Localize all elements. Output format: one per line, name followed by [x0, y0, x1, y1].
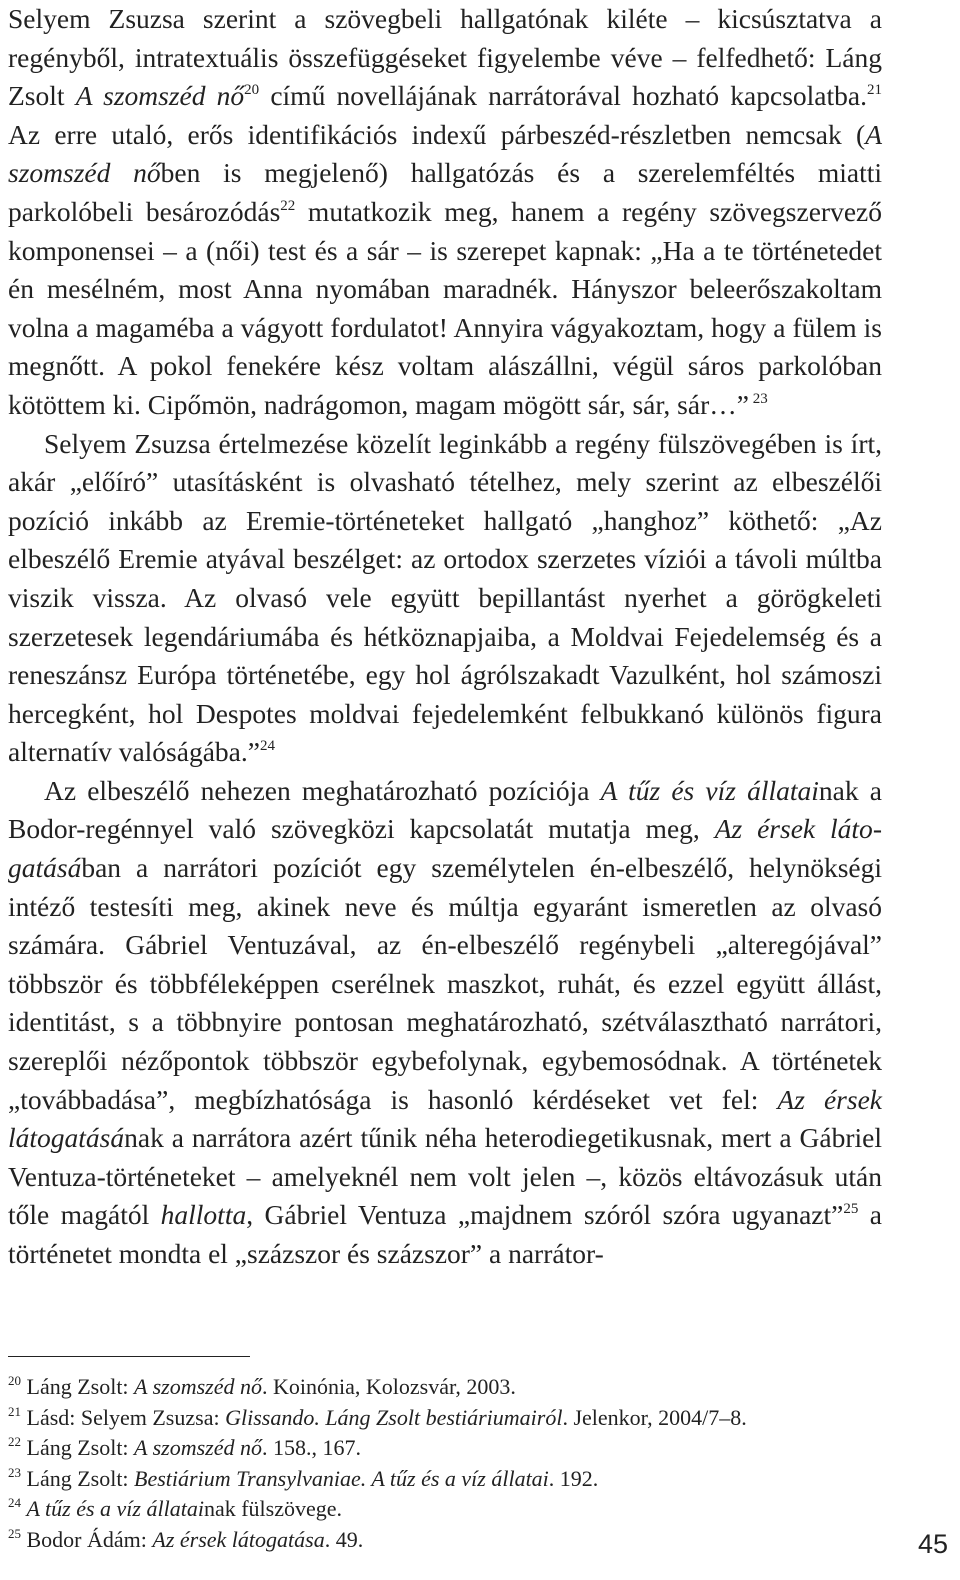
- footnote-ref: 20: [244, 82, 260, 99]
- citation-text: Láng Zsolt:: [26, 1435, 135, 1461]
- paragraph: [8, 425, 882, 772]
- footnote-number: 25: [8, 1525, 21, 1541]
- footnote-number: 23: [8, 1464, 21, 1480]
- citation-text: . 192.: [548, 1465, 599, 1491]
- footnote-ref: 24: [259, 738, 275, 755]
- text-run: Selyem Zsuzsa értelmezése közelít leginkább a regény fülszövegében is írt, akár „előíró” utasításként is olvasható tételhez, mely szerint az elbeszélői pozíció inkább az Eremie-történeteket hallgató „hanghoz” köthető: „Az elbeszélő Eremie atyával beszélget: az ortodox szerzetes víziói a távoli múltba viszik vissza. Az olvasó vele együtt bepillantást nyerhet a görögkeleti szerzetesek legendáriumába és hétköznapjaiba, a Moldvai Fejedelemség és a reneszánsz Európa történetébe, egy hol ágrólszakadt Vazulként, hol számoszi hercegként, hol Despotes moldvai fejedelemként felbukkanó különös figura alternatív valóságába.”: [8, 427, 882, 768]
- citation-text: . 158., 167.: [262, 1435, 361, 1461]
- text-run: című novellájának narrátorával hozható kapcsolatba.: [259, 80, 867, 112]
- text-run: nak a Bodor-regénnyel való szövegközi kapcsolatát mutatja meg,: [8, 774, 882, 845]
- footnote: [8, 1464, 882, 1495]
- footnote-number: 24: [8, 1495, 21, 1511]
- text-run: ben is megjelenő) hallgatózás és a szerelemféltés miatti parkolóbeli besározódás: [8, 157, 882, 227]
- citation-text: nak fülszövege.: [203, 1496, 342, 1522]
- citation-title: Bestiárium Transylvaniae. A tűz és a víz állatai: [134, 1465, 549, 1491]
- text-run: nak a narrátora azért tűnik néha heterodiegetikusnak, mert a Gábriel Ventuza-történeteket – amelyeknél nem volt jelen –, közös eltávozásuk után tőle magától: [8, 1122, 882, 1231]
- footnote-separator: [8, 1356, 250, 1357]
- text-run: Selyem Zsuzsa szerint a szövegbeli hallgatónak kiléte – kicsúsztatva a regényből, intratextuális összefüggéseket figyelembe véve – felfedhető: Láng Zsolt: [8, 3, 882, 112]
- italic-text: Az érsek látogatásá: [8, 1083, 882, 1154]
- body-text: [8, 0, 882, 1274]
- paragraph: [8, 0, 882, 425]
- footnote-ref: 22: [280, 197, 296, 214]
- italic-text: hallotta: [160, 1199, 247, 1231]
- citation-title: A szomszéd nő: [134, 1435, 262, 1461]
- text-run: Az erre utaló, erős identifikációs indexű párbeszéd-részletben nemcsak (: [8, 118, 866, 150]
- citation-text: Láng Zsolt:: [26, 1465, 135, 1491]
- text-run: , Gábriel Ventuza „majdnem szóról szóra ugyanazt”: [246, 1199, 844, 1231]
- text-run: Az elbeszélő nehezen meghatározható pozíciója: [44, 774, 601, 806]
- footnote: [8, 1372, 882, 1403]
- text-run: mutatkozik meg, hanem a regény szövegszervező komponensei – a (női) test és a sár – is szerepet kapnak: „Ha a te történetedet én mesélném, most Anna nyomában maradnék. Hányszor beleerőszakoltam volna a magaméba a vágyott fordulatot! Annyira vágyakoztam, hogy a fülem is megnőtt. A pokol fenekére kész voltam alászállni, végül sáros parkolóban kötöttem ki. Cipőmön, nadrágomon, magam mögött sár, sár, sár…”: [8, 195, 882, 420]
- footnote-number: 22: [8, 1434, 21, 1450]
- citation-text: Bodor Ádám:: [26, 1526, 153, 1552]
- citation-text: . Jelenkor, 2004/7–8.: [562, 1404, 747, 1430]
- citation-text: Lásd: Selyem Zsuzsa:: [26, 1404, 226, 1430]
- footnote: [8, 1525, 882, 1556]
- italic-text: A szomszéd nő: [75, 80, 245, 112]
- text-run: a történetet mondta el „százszor és százszor” a narrátor-: [8, 1199, 882, 1269]
- italic-text: A szomszéd nő: [8, 118, 882, 189]
- footnote-ref: 21: [866, 82, 882, 99]
- footnote-ref: 25: [843, 1201, 859, 1218]
- paragraph: [8, 772, 882, 1274]
- footnote-ref: 23: [748, 390, 768, 407]
- text-run: ban a narrátori pozíciót egy személytelen én-elbeszélő, helynökségi intéző testesíti meg, akinek neve és múltja egyaránt ismeretlen az olvasó számára. Gábriel Ventuzával, az én-elbeszélő regénybeli „alteregójával” többször és többféleképpen cserélnek maszkot, ruhát, és ezzel együtt állást, identitást, s a többnyire pontosan meghatározható, szétválasztható narrátori, szereplői nézőpontok többször egybefolynak, egybemosódnak. A történetek „továbbadása”, megbízhatósága is hasonló kérdéseket vet fel:: [8, 852, 882, 1115]
- footnote-number: 21: [8, 1403, 21, 1419]
- footnotes: [8, 1372, 882, 1556]
- citation-text: Láng Zsolt:: [26, 1374, 135, 1399]
- citation-text: . 49.: [324, 1526, 364, 1552]
- footnote: [8, 1433, 882, 1464]
- footnote: [8, 1494, 882, 1525]
- footnote-number: 20: [8, 1373, 21, 1388]
- citation-title: A szomszéd nő: [134, 1374, 262, 1399]
- citation-title: A tűz és a víz állatai: [26, 1496, 204, 1522]
- italic-text: A tűz és víz állatai: [600, 774, 819, 806]
- italic-text: Az érsek látogatásá: [8, 813, 882, 884]
- page-number: 45: [917, 1529, 948, 1559]
- citation-title: Az érsek látogatása: [152, 1526, 325, 1552]
- citation-text: . Koinónia, Kolozsvár, 2003.: [262, 1374, 516, 1399]
- footnote: [8, 1403, 882, 1434]
- citation-title: Glissando. Láng Zsolt bestiáriumairól: [225, 1404, 563, 1430]
